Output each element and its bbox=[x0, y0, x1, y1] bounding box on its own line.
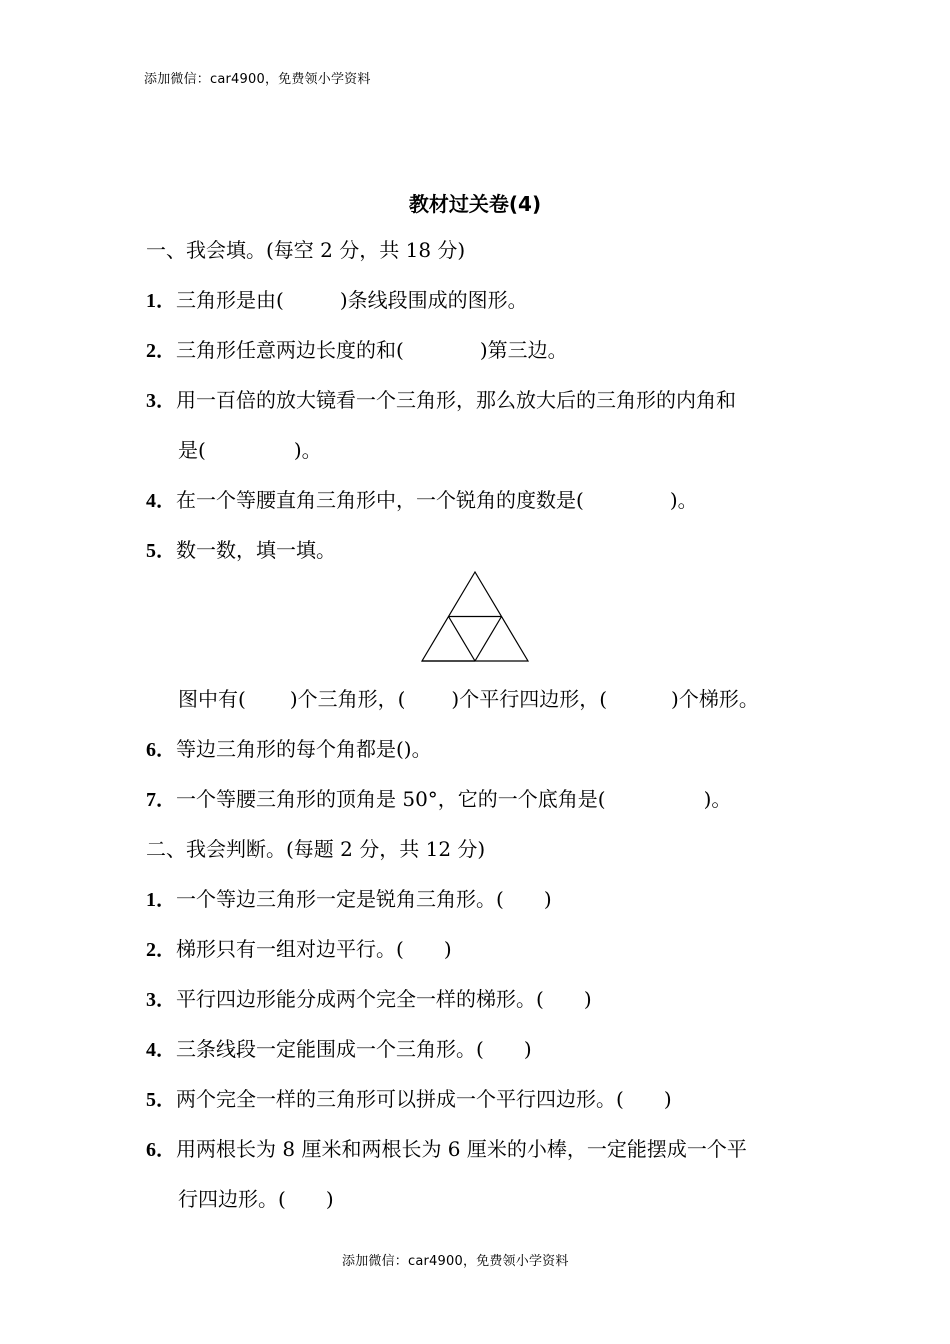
s1-question-2 bbox=[146, 335, 568, 366]
number-dot: ． bbox=[156, 290, 176, 312]
question-text-end: )第三边。 bbox=[479, 338, 568, 362]
number-dot: ． bbox=[156, 390, 176, 412]
number-dot: ． bbox=[156, 939, 176, 961]
question-number: 4 bbox=[146, 1039, 156, 1061]
question-text: 用两根长为 8 厘米和两根长为 6 厘米的小棒，一定能摆成一个平 bbox=[176, 1137, 747, 1161]
question-text: 数一数，填一填。 bbox=[176, 538, 336, 562]
section1-heading: 一、我会填。(每空 2 分，共 18 分) bbox=[146, 238, 466, 262]
s2-question-4 bbox=[146, 1034, 532, 1065]
question-text-end: )。 bbox=[293, 438, 322, 462]
number-dot: ． bbox=[156, 1139, 176, 1161]
number-dot: ． bbox=[156, 490, 176, 512]
number-dot: ． bbox=[156, 989, 176, 1011]
number-dot: ． bbox=[156, 1089, 176, 1111]
question-text: 是( bbox=[178, 438, 206, 462]
question-text-end: ) bbox=[543, 887, 552, 911]
question-text-end: )。 bbox=[703, 787, 732, 811]
question-number: 6 bbox=[146, 1139, 156, 1161]
question-number: 3 bbox=[146, 390, 156, 412]
s1-question-4 bbox=[146, 485, 698, 516]
question-text-end: ) bbox=[443, 937, 452, 961]
question-number: 7 bbox=[146, 789, 156, 811]
triangle-figure bbox=[420, 570, 530, 664]
s2-question-2 bbox=[146, 934, 452, 965]
question-text: )个平行四边形，( bbox=[451, 687, 608, 711]
s1-question-3 bbox=[146, 385, 736, 416]
question-number: 1 bbox=[146, 290, 156, 312]
s2-question-6-cont bbox=[178, 1184, 334, 1214]
question-number: 2 bbox=[146, 939, 156, 961]
s2-question-3 bbox=[146, 984, 592, 1015]
question-text: )个三角形，( bbox=[289, 687, 406, 711]
number-dot: ． bbox=[156, 340, 176, 362]
question-text-end: ) bbox=[583, 987, 592, 1011]
question-number: 3 bbox=[146, 989, 156, 1011]
question-number: 2 bbox=[146, 340, 156, 362]
question-number: 5 bbox=[146, 540, 156, 562]
question-text: 一个等边三角形一定是锐角三角形。( bbox=[176, 887, 504, 911]
question-text: 一个等腰三角形的顶角是 50°，它的一个底角是( bbox=[176, 787, 606, 811]
question-number: 4 bbox=[146, 490, 156, 512]
question-text: 平行四边形能分成两个完全一样的梯形。( bbox=[176, 987, 544, 1011]
question-text-end: ) bbox=[663, 1087, 672, 1111]
s1-question-1 bbox=[146, 285, 528, 316]
number-dot: ． bbox=[156, 540, 176, 562]
question-text: 梯形只有一组对边平行。( bbox=[176, 937, 404, 961]
inner-right-line bbox=[475, 617, 502, 662]
section2-heading: 二、我会判断。(每题 2 分，共 12 分) bbox=[146, 837, 486, 861]
question-text: 等边三角形的每个角都是()。 bbox=[176, 737, 432, 761]
number-dot: ． bbox=[156, 1039, 176, 1061]
question-number: 6 bbox=[146, 739, 156, 761]
number-dot: ． bbox=[156, 789, 176, 811]
s2-question-6 bbox=[146, 1134, 747, 1165]
question-text: 三角形是由( bbox=[176, 288, 284, 312]
question-text: 在一个等腰直角三角形中，一个锐角的度数是( bbox=[176, 488, 584, 512]
watermark-top: 添加微信：car4900，免费领小学资料 bbox=[144, 72, 371, 87]
s1-question-7 bbox=[146, 784, 731, 815]
inner-left-line bbox=[449, 617, 476, 662]
question-text-end: )条线段围成的图形。 bbox=[339, 288, 528, 312]
s1-question-5 bbox=[146, 535, 336, 566]
question-text: 三条线段一定能围成一个三角形。( bbox=[176, 1037, 484, 1061]
question-text-end: )个梯形。 bbox=[671, 687, 759, 711]
s1-question-5-fill bbox=[178, 684, 759, 714]
question-text: 图中有( bbox=[178, 687, 246, 711]
s2-question-1 bbox=[146, 884, 552, 915]
page-title: 教材过关卷(4) bbox=[408, 192, 542, 216]
watermark-bottom: 添加微信：car4900，免费领小学资料 bbox=[342, 1254, 569, 1269]
question-text: 行四边形。( bbox=[178, 1187, 286, 1211]
s1-question-3-cont bbox=[178, 435, 322, 465]
number-dot: ． bbox=[156, 739, 176, 761]
question-text: 用一百倍的放大镜看一个三角形，那么放大后的三角形的内角和 bbox=[176, 388, 736, 412]
s1-question-6 bbox=[146, 734, 432, 765]
question-text-end: ) bbox=[325, 1187, 334, 1211]
question-number: 1 bbox=[146, 889, 156, 911]
question-text: 三角形任意两边长度的和( bbox=[176, 338, 404, 362]
question-text: 两个完全一样的三角形可以拼成一个平行四边形。( bbox=[176, 1087, 624, 1111]
question-number: 5 bbox=[146, 1089, 156, 1111]
question-text-end: )。 bbox=[669, 488, 698, 512]
question-text-end: ) bbox=[523, 1037, 532, 1061]
s2-question-5 bbox=[146, 1084, 672, 1115]
number-dot: ． bbox=[156, 889, 176, 911]
